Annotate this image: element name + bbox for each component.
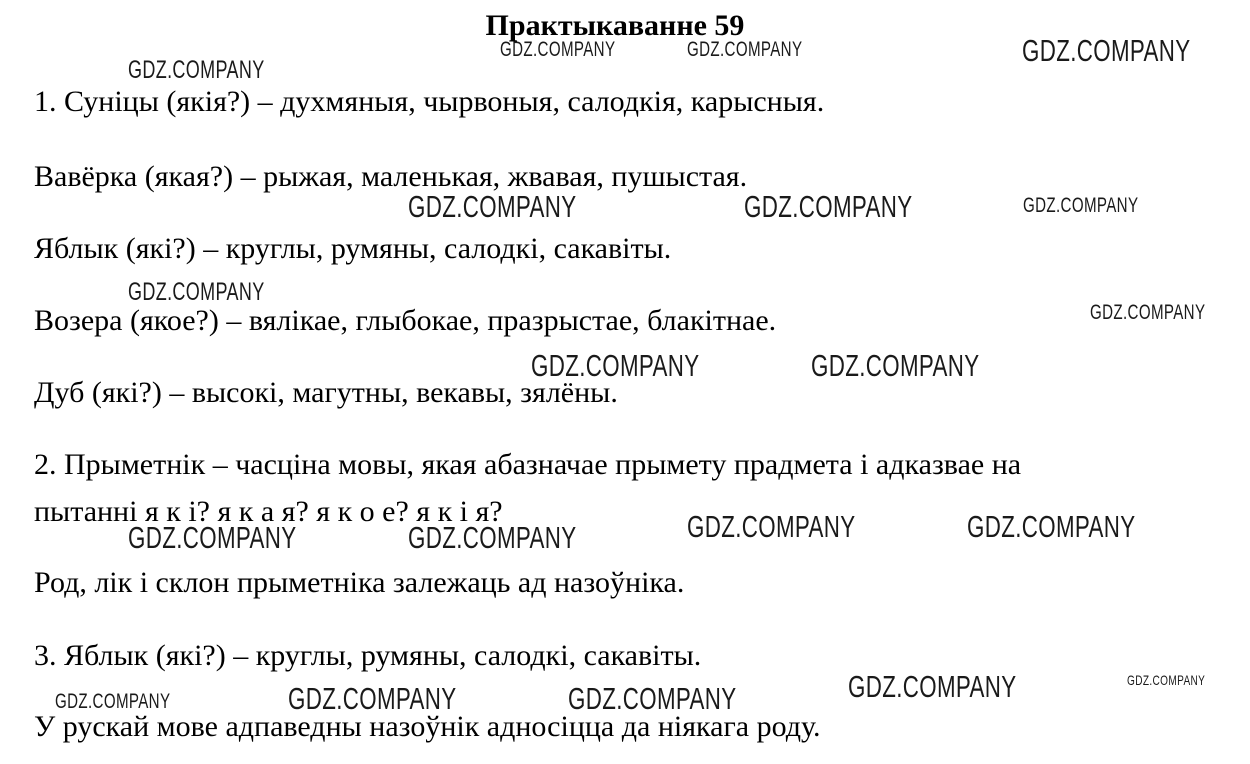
watermark: GDZ.COMPANY	[288, 681, 457, 716]
watermark: GDZ.COMPANY	[128, 56, 265, 84]
watermark: GDZ.COMPANY	[687, 38, 803, 61]
watermark: GDZ.COMPANY	[811, 348, 980, 383]
watermark: GDZ.COMPANY	[128, 278, 265, 306]
watermark: GDZ.COMPANY	[1127, 672, 1206, 688]
watermark: GDZ.COMPANY	[687, 509, 856, 544]
text-line-9: 3. Яблык (які?) – круглы, румяны, салодкі, сакавіты.	[34, 639, 702, 672]
text-line-4: Возера (якое?) – вялікае, глыбокае, празрыстае, блакітнае.	[34, 304, 777, 337]
watermark: GDZ.COMPANY	[531, 348, 700, 383]
watermark: GDZ.COMPANY	[55, 690, 171, 713]
text-line-1: 1. Суніцы (якія?) – духмяныя, чырвоныя, салодкія, карысныя.	[34, 85, 825, 118]
text-line-10: У рускай мове адпаведны назоўнік адносіцца да ніякага роду.	[34, 710, 821, 743]
watermark: GDZ.COMPANY	[1022, 33, 1191, 68]
watermark: GDZ.COMPANY	[128, 520, 297, 555]
watermark: GDZ.COMPANY	[848, 669, 1017, 704]
watermark: GDZ.COMPANY	[1090, 301, 1206, 324]
text-line-3: Яблык (які?) – круглы, румяны, салодкі, сакавіты.	[34, 232, 672, 265]
text-line-5: Дуб (які?) – высокі, магутны, векавы, зялёны.	[34, 376, 618, 409]
watermark: GDZ.COMPANY	[744, 189, 913, 224]
watermark: GDZ.COMPANY	[500, 38, 616, 61]
watermark: GDZ.COMPANY	[408, 520, 577, 555]
text-line-2: Вавёрка (якая?) – рыжая, маленькая, жвавая, пушыстая.	[34, 160, 748, 193]
page-title: Практыкаванне 59	[485, 9, 745, 42]
text-line-8: Род, лік і склон прыметніка залежаць ад назоўніка.	[34, 566, 685, 599]
watermark: GDZ.COMPANY	[967, 509, 1136, 544]
watermark: GDZ.COMPANY	[568, 681, 737, 716]
watermark: GDZ.COMPANY	[1023, 194, 1139, 217]
watermark: GDZ.COMPANY	[408, 189, 577, 224]
text-line-7: пытанні я к і? я к а я? я к о е? я к і я?	[34, 495, 503, 528]
text-line-6: 2. Прыметнік – часціна мовы, якая абазначае прымету прадмета і адказвае на	[34, 448, 1022, 481]
